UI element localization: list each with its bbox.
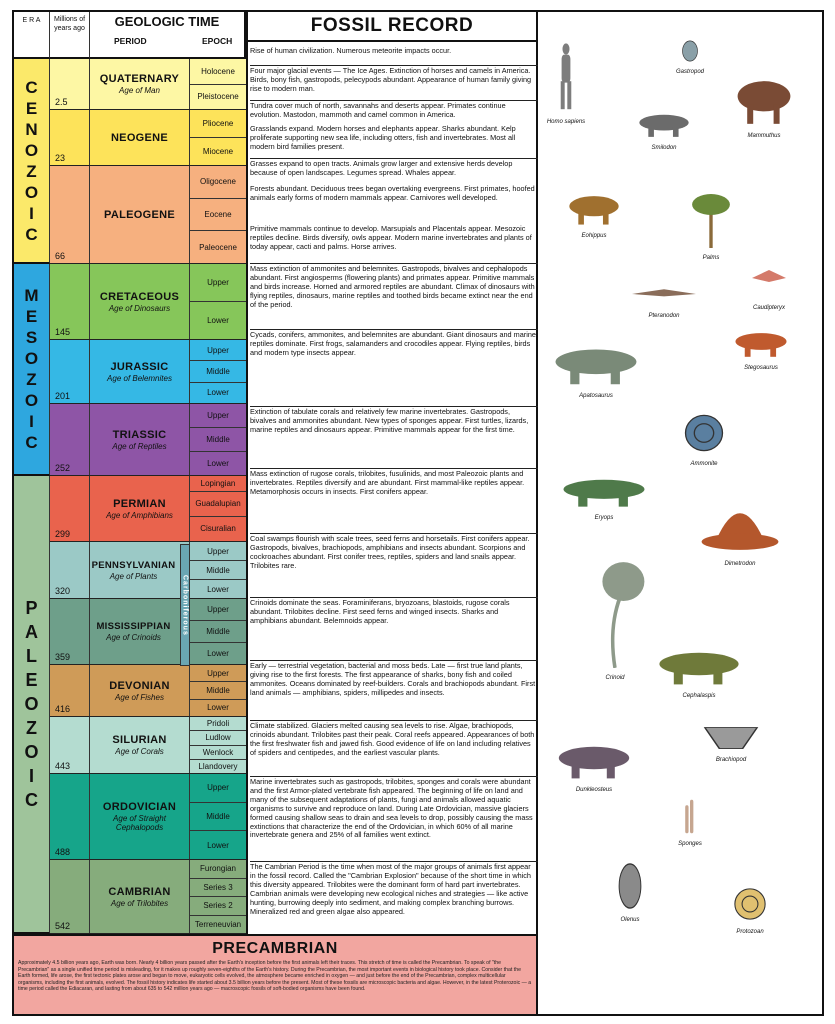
era-letter: L [25,646,37,666]
epoch-cell: Ludlow [190,731,246,745]
period-cell [90,264,190,339]
period-row-devonian [50,665,246,717]
period-row-triassic [50,404,246,476]
era-letter: I [29,203,34,223]
carboniferous-label: Carboniferous [181,574,189,636]
period-name: SILURIAN [112,734,167,746]
mya-value: 542 [55,921,71,931]
mya-value: 359 [55,652,71,662]
fossil-description: Forests abundant. Deciduous trees began overtaking evergreens. First primates, hoofed animals early forms of modern mammals appear. Carnivores well developed. [250,185,535,202]
human-icon [544,42,588,117]
era-letter: Z [26,370,37,389]
era-letter: Z [26,161,37,181]
period-subtitle: Age of Fishes [115,692,164,702]
era-letter: A [24,622,38,642]
geologic-time-title: GEOLOGIC TIME [114,14,220,29]
animal-label: Caudipteryx [752,305,785,311]
fossil-record-header [248,12,538,42]
fossil-description: Rise of human civilization. Numerous meteorite impacts occur. [250,47,452,55]
epoch-cell: Middle [190,803,246,832]
period-row-ordovician [50,774,246,860]
mya-cell [50,264,90,339]
epoch-column [190,665,246,716]
epoch-cell: Upper [190,264,246,302]
fossil-record-title: FOSSIL RECORD [310,15,474,36]
mya-cell [50,665,90,716]
epoch-column [190,476,246,541]
era-mesozoic [14,264,50,476]
description-divider [250,329,538,330]
mya-cell [50,599,90,664]
epoch-cell: Llandovery [198,761,238,771]
epoch-cell: Middle [190,361,246,382]
animal-label: Eohippus [581,233,607,239]
fish-icon [654,646,744,691]
column-divider [246,12,248,934]
period-cell [90,340,190,403]
era-letter: Z [25,718,37,738]
period-cell [90,59,190,109]
precambrian-box [14,934,538,1016]
palm-icon [690,190,732,253]
mya-value: 488 [55,847,71,857]
period-cell [90,404,190,475]
epoch-cell: Series 3 [190,879,246,898]
era-mesozoic-letters [24,285,38,453]
epoch-cell: Upper [190,404,246,428]
steg-icon [732,328,790,363]
animal-label: Olenus [620,917,640,923]
mya-value: 2.5 [55,97,68,107]
epoch-column [190,542,246,598]
horse-icon [566,190,622,231]
epoch-cell: Middle [190,621,246,643]
cat-icon [636,110,692,143]
animal-crinoid [580,560,650,681]
epoch-cell: Guadalupian [190,492,246,517]
bird-icon [752,258,786,303]
era-letter: C [25,77,38,97]
period-subtitle: Age of Dinosaurs [108,303,171,313]
epoch-cell: Terreneuvian [194,919,242,929]
mya-value: 23 [55,153,66,163]
animal-palms [690,190,732,261]
ammonite-icon [682,412,726,459]
era-letter: E [25,670,38,690]
epoch-cell: Holocene [190,59,246,85]
animal-stegosaurus [732,328,790,371]
animal-ammonite [682,412,726,467]
period-row-quaternary [50,59,246,110]
mya-header-label: Millions of years ago [53,16,86,32]
animal-label: Pteranodon [648,313,680,319]
epoch-cell: Upper [190,599,246,621]
animal-label: Protozoan [736,929,764,935]
mya-cell [50,774,90,859]
period-row-cretaceous [50,264,246,340]
era-letter: O [24,349,39,368]
period-name: PALEOGENE [104,208,175,221]
animal-label: Stegosaurus [744,365,778,371]
epoch-cell: Lower [207,316,229,325]
fossil-description: The Cambrian Period is the time when most of the major groups of animals first appear in the fossil record. Called the "Cambrian Explosion" because of the short time in which this diversity appeared. Trilobites were the dominant form of hard part invertebrates. Cambrian animals were developing new ecological niches and strategies — like active hunting, burrowing deeply into sediment, and making complex branching burrows. Mineralized red and green algae also appeared. [250,863,531,916]
animal-label: Cephalaspis [682,693,716,699]
mya-header [50,12,90,59]
animal-label: Sponges [678,841,702,847]
mya-cell [50,110,90,165]
epoch-cell: Lower [207,703,229,713]
epoch-cell: Upper [190,340,246,361]
right-divider [536,12,538,934]
mya-value: 320 [55,586,71,596]
epoch-column [190,404,246,475]
era-letter: O [24,694,39,714]
fossil-description: Coal swamps flourish with scale trees, seed ferns and horsetails. First conifers appear. Gastropods, bivalves, brachiopods, amphibians and insects abundant. Scorpions and cockroaches abundant. First conifer trees, reptiles, spiders and land snails appear. Trilobites rare. [250,535,530,570]
period-subtitle: Age of Straight Cephalopods [113,814,166,832]
animal-mammuthus [734,72,794,139]
mya-cell [50,166,90,263]
era-letter: S [25,328,38,347]
era-header-label: E R A [22,17,41,24]
period-subtitle: Age of Reptiles [112,441,167,451]
epoch-cell: Eocene [190,199,246,232]
epoch-column [190,340,246,403]
mya-cell [50,542,90,598]
animal-sponges [678,798,702,847]
epoch-cell: Lower [207,840,229,850]
period-row-silurian [50,717,246,774]
period-row-permian [50,476,246,542]
era-letter: O [24,182,39,202]
period-name: PENNSYLVANIAN [91,559,176,571]
period-cell [90,774,190,859]
mya-value: 252 [55,463,71,473]
epoch-column [190,264,246,339]
period-name: PERMIAN [113,497,166,510]
period-name: MISSISSIPPIAN [96,621,171,632]
description-divider [250,100,538,101]
fossil-description: Primitive mammals continue to develop. Marsupials and Placentals appear. Mesozoic reptiles decline. Birds diversify, owls appear. Modern marine invertebrates and plants of today appear, cacti and palms. Horse arrives. [250,225,532,251]
epoch-cell: Wenlock [190,746,246,760]
mya-value: 145 [55,327,71,337]
period-cell [90,542,190,598]
trilo-icon [614,862,646,915]
carboniferous-band [180,544,190,666]
period-name: CRETACEOUS [99,290,180,303]
fossil-description: Grasses expand to open tracts. Animals grow larger and extensive herds develop because of open landscapes. Legumes spread. Whales appear. [250,160,513,177]
period-subtitle: Age of Man [119,86,160,95]
precambrian-text: Approximately 4.5 billion years ago, Earth was born. Nearly 4 billion years passed after the Earth's inception before the first animals left their traces. This stretch of time is called the Precambrian. To speak of "the Precambrian" as a single unified time period is misleading, for it makes up roughly seven-eighths of the Earth's history. During the Precambrian, the most important events in biological history took place. Consider that the Earth formed, life arose, the first tectonic plates arose and began to move, eukaryotic cells evolved, the atmosphere became enriched in oxygen — and just before the end of the Precambrian, complex multicellular organisms, including the first animals, evolved. The fossil history indicates life started about 3.5 billion years before the present. Most of these fossils are microscopic bacteria and algae. However, in the latest Proterozoic — a time period called the Ediacaran, and lasting from about 635 to 542 million years ago — macroscopic fossils of soft-bodied organisms have been found. [18,960,532,993]
period-subtitle: Age of Corals [115,747,164,756]
eryops-icon [558,474,650,513]
animal-protozoan [732,886,768,935]
description-divider [250,406,538,407]
period-row-mississippian [50,599,246,665]
animal-gastropod [676,40,704,75]
fossil-description: Cycads, conifers, ammonites, and belemnites are abundant. Giant dinosaurs and marine reptiles dominate. First frogs, salamanders and crocodiles appear. Flying reptiles, birds and modern type insects appear. [250,331,536,357]
era-letter: I [28,766,34,786]
mya-cell [50,860,90,933]
fossil-description: Crinoids dominate the seas. Foraminiferans, bryozoans, blastoids, rugose corals abundant. Trilobites decline. First seed ferns and winged insects. Sharks and amphibians abundant. Belemnoids appear. [250,599,510,625]
period-name: NEOGENE [110,131,169,144]
mammoth-icon [734,72,794,131]
era-letter: I [29,412,34,431]
epoch-header-label: EPOCH [202,36,233,46]
fossil-description: Mass extinction of rugose corals, trilobites, fusulinids, and most Paleozoic plants and invertebrates. Reptiles diversify and are abundant. First mammal-like reptiles appear. Metamorphosis occurs in insects. First conifers appear. [250,470,525,496]
description-divider [250,533,538,534]
period-cell [90,860,190,933]
epoch-cell: Lopingian [190,476,246,492]
mya-value: 201 [55,391,71,401]
epoch-cell: Miocene [202,147,234,156]
fossil-description: Early — terrestrial vegetation, bacterial and moss beds. Late — first true land plants, giving rise to the first forests. The first appearance of sharks, bony fish and coiled ammonites. Oceans dominated by reef-builders. Corals and brachiopods abundant. First land animals — amphibians, spiders, millipedes and insects. [250,662,536,697]
epoch-cell: Paleocene [199,242,237,252]
epoch-cell: Pliocene [190,110,246,138]
epoch-cell: Middle [190,682,246,699]
period-subtitle: Age of Crinoids [106,633,161,642]
description-divider [250,720,538,721]
fossil-description: Tundra cover much of north, savannahs and deserts appear. Primates continue evolution. Mastodon, mammoth and camel common in America. [250,102,506,119]
period-subtitle: Age of Trilobites [110,898,169,908]
ptero-icon [632,282,696,311]
mya-value: 443 [55,761,71,771]
period-subtitle: Age of Amphibians [106,510,173,520]
animal-smilodon [636,110,692,151]
sponge-icon [678,798,702,839]
period-header-label: PERIOD [114,36,147,46]
animal-dunkleosteus [554,740,634,793]
crinoid-icon [580,560,650,673]
animal-label: Gastropod [676,69,705,75]
sauropod-icon [550,342,642,391]
era-letter: E [25,98,38,118]
animal-brachiopod [702,722,760,763]
mya-cell [50,476,90,541]
era-letter: P [25,598,38,618]
epoch-cell: Pridoli [190,717,246,731]
era-letter: C [25,433,38,452]
era-header [14,12,50,59]
animal-label: Smilodon [651,145,677,151]
description-divider [250,660,538,661]
fossil-description: Extinction of tabulate corals and relatively few marine invertebrates. Gastropods, bivalves and ammonites abundant. New types of sponges appear. First turtles, lizards, marine reptiles and dinosaurs appear. Primitive mammals appear for the first time. [250,408,529,434]
period-name: ORDOVICIAN [102,801,177,813]
era-letter: O [24,391,39,410]
animal-apatosaurus [550,342,642,399]
fossil-description: Mass extinction of ammonites and belemnites. Gastropods, bivalves and cephalopods abundant. First angiosperms (flowering plants) and primates appear. Primitive mammals and birds increase. Horned and armored reptiles are abundant. Climax of dinosaurs with flying reptiles, dinosaurs, marine reptiles and toothed birds became extinct near the end of the period. [250,265,535,309]
period-name: QUATERNARY [99,73,180,85]
animal-eohippus [566,190,622,239]
shell-icon [679,40,701,67]
period-cell [90,166,190,263]
era-paleozoic [14,476,50,934]
animal-label: Homo sapiens [546,119,586,125]
epoch-column [190,860,246,933]
period-row-neogene [50,110,246,166]
era-cenozoic-letters [25,77,38,245]
era-letter: N [25,119,38,139]
animal-label: Brachiopod [715,757,747,763]
fossil-description: Marine invertebrates such as gastropods, trilobites, sponges and corals were abundant and the first Armor-plated vertebrate fish appeared. The beginning of life on land and many of the subsequent adaptations of plants, fungi and animals allowed aquatic organisms to survive and reproduce on land. During Late Ordovician, massive glaciers formed causing shallow seas to drain and sea levels to drop, possibly causing the mass extinctions that characterize the end of the Ordovician, in which 60% of all marine invertebrate genera and 25% of all families went extinct. [250,778,533,840]
epoch-cell: Upper [190,774,246,803]
epoch-cell: Lower [207,388,229,398]
description-divider [250,158,538,159]
animal-dimetrodon [700,486,780,567]
description-divider [250,861,538,862]
epoch-cell: Upper [190,542,246,561]
animal-label: Apatosaurus [579,393,613,399]
period-name: DEVONIAN [109,679,170,692]
period-cell [90,599,190,664]
animal-label: Dimetrodon [724,561,756,567]
animal-label: Eryops [594,515,614,521]
epoch-cell: Pleistocene [197,92,239,102]
description-divider [250,263,538,264]
period-subtitle: Age of Belemnites [107,373,172,383]
era-letter: C [25,224,38,244]
period-row-jurassic [50,340,246,404]
description-divider [250,468,538,469]
dunkle-icon [554,740,634,785]
period-row-paleogene [50,166,246,264]
animal-eryops [558,474,650,521]
epoch-column [190,717,246,773]
fossil-description: Four major glacial events — The Ice Ages. Extinction of horses and camels in America. Birds, bony fish, gastropods, pelecypods abundant. Appearance of human family giving rise to modern man. [250,67,532,93]
period-name: CAMBRIAN [108,885,171,898]
period-row-pennsylvanian [50,542,246,599]
description-divider [250,776,538,777]
period-name: JURASSIC [110,360,169,373]
period-cell [90,476,190,541]
animal-homo-sapiens [544,42,588,125]
precambrian-title: PRECAMBRIAN [212,940,338,957]
epoch-cell: Series 2 [190,897,246,916]
epoch-cell: Middle [190,428,246,452]
fossil-description: Grasslands expand. Modern horses and elephants appear. Sharks abundant. Kelp proliferate supporting new sea life, including otters, fish and invertebrates. Most all modern bird families present. [250,125,516,151]
proto-icon [732,886,768,927]
animal-olenus [614,862,646,923]
era-letter: E [25,307,38,326]
epoch-cell: Upper [190,665,246,682]
epoch-column [190,774,246,859]
epoch-column [190,166,246,263]
animal-pteranodon [632,282,696,319]
era-letter: C [24,790,38,810]
mya-cell [50,340,90,403]
mya-cell [50,59,90,109]
period-cell [90,665,190,716]
epoch-cell: Cisuralian [200,524,236,534]
mya-cell [50,404,90,475]
mya-cell [50,717,90,773]
geologic-time-header [90,12,246,59]
epoch-cell: Lower [207,649,229,658]
animal-cephalaspis [654,646,744,699]
epoch-cell: Middle [190,561,246,580]
description-divider [250,65,538,66]
animal-label: Dunkleosteus [575,787,613,793]
dimetro-icon [700,486,780,559]
epoch-cell: Lower [207,459,229,468]
era-letter: O [24,742,39,762]
mya-value: 299 [55,529,71,539]
animal-caudipteryx [752,258,786,311]
epoch-cell: Lower [207,584,229,594]
era-letter: M [24,286,39,305]
era-paleozoic-letters [24,596,38,812]
mya-value: 66 [55,251,66,261]
chart-frame [12,10,824,1016]
era-cenozoic [14,59,50,264]
brach-icon [702,722,760,755]
epoch-column [190,599,246,664]
description-divider [250,597,538,598]
period-row-cambrian [50,860,246,934]
period-name: TRIASSIC [112,428,167,441]
epoch-cell: Oligocene [190,166,246,199]
period-cell [90,110,190,165]
epoch-column [190,59,246,109]
animal-label: Ammonite [690,461,718,467]
period-subtitle: Age of Plants [109,571,158,581]
era-letter: O [24,140,39,160]
animal-label: Crinoid [605,675,625,681]
period-cell [90,717,190,773]
animal-label: Mammuthus [747,133,781,139]
mya-value: 416 [55,704,71,714]
fossil-description: Climate stabilized. Glaciers melted causing sea levels to rise. Algae, brachiopods, crinoids abundant. Trilobites past their peak. Coral reefs appeared. Appearances of both the first freshwater fish and jawed fish. Good evidence of life on land including relatives of spiders and centipedes, and the earliest vascular plants. [250,722,535,757]
epoch-column [190,110,246,165]
epoch-cell: Furongian [190,860,246,879]
animal-label: Palms [702,255,720,261]
